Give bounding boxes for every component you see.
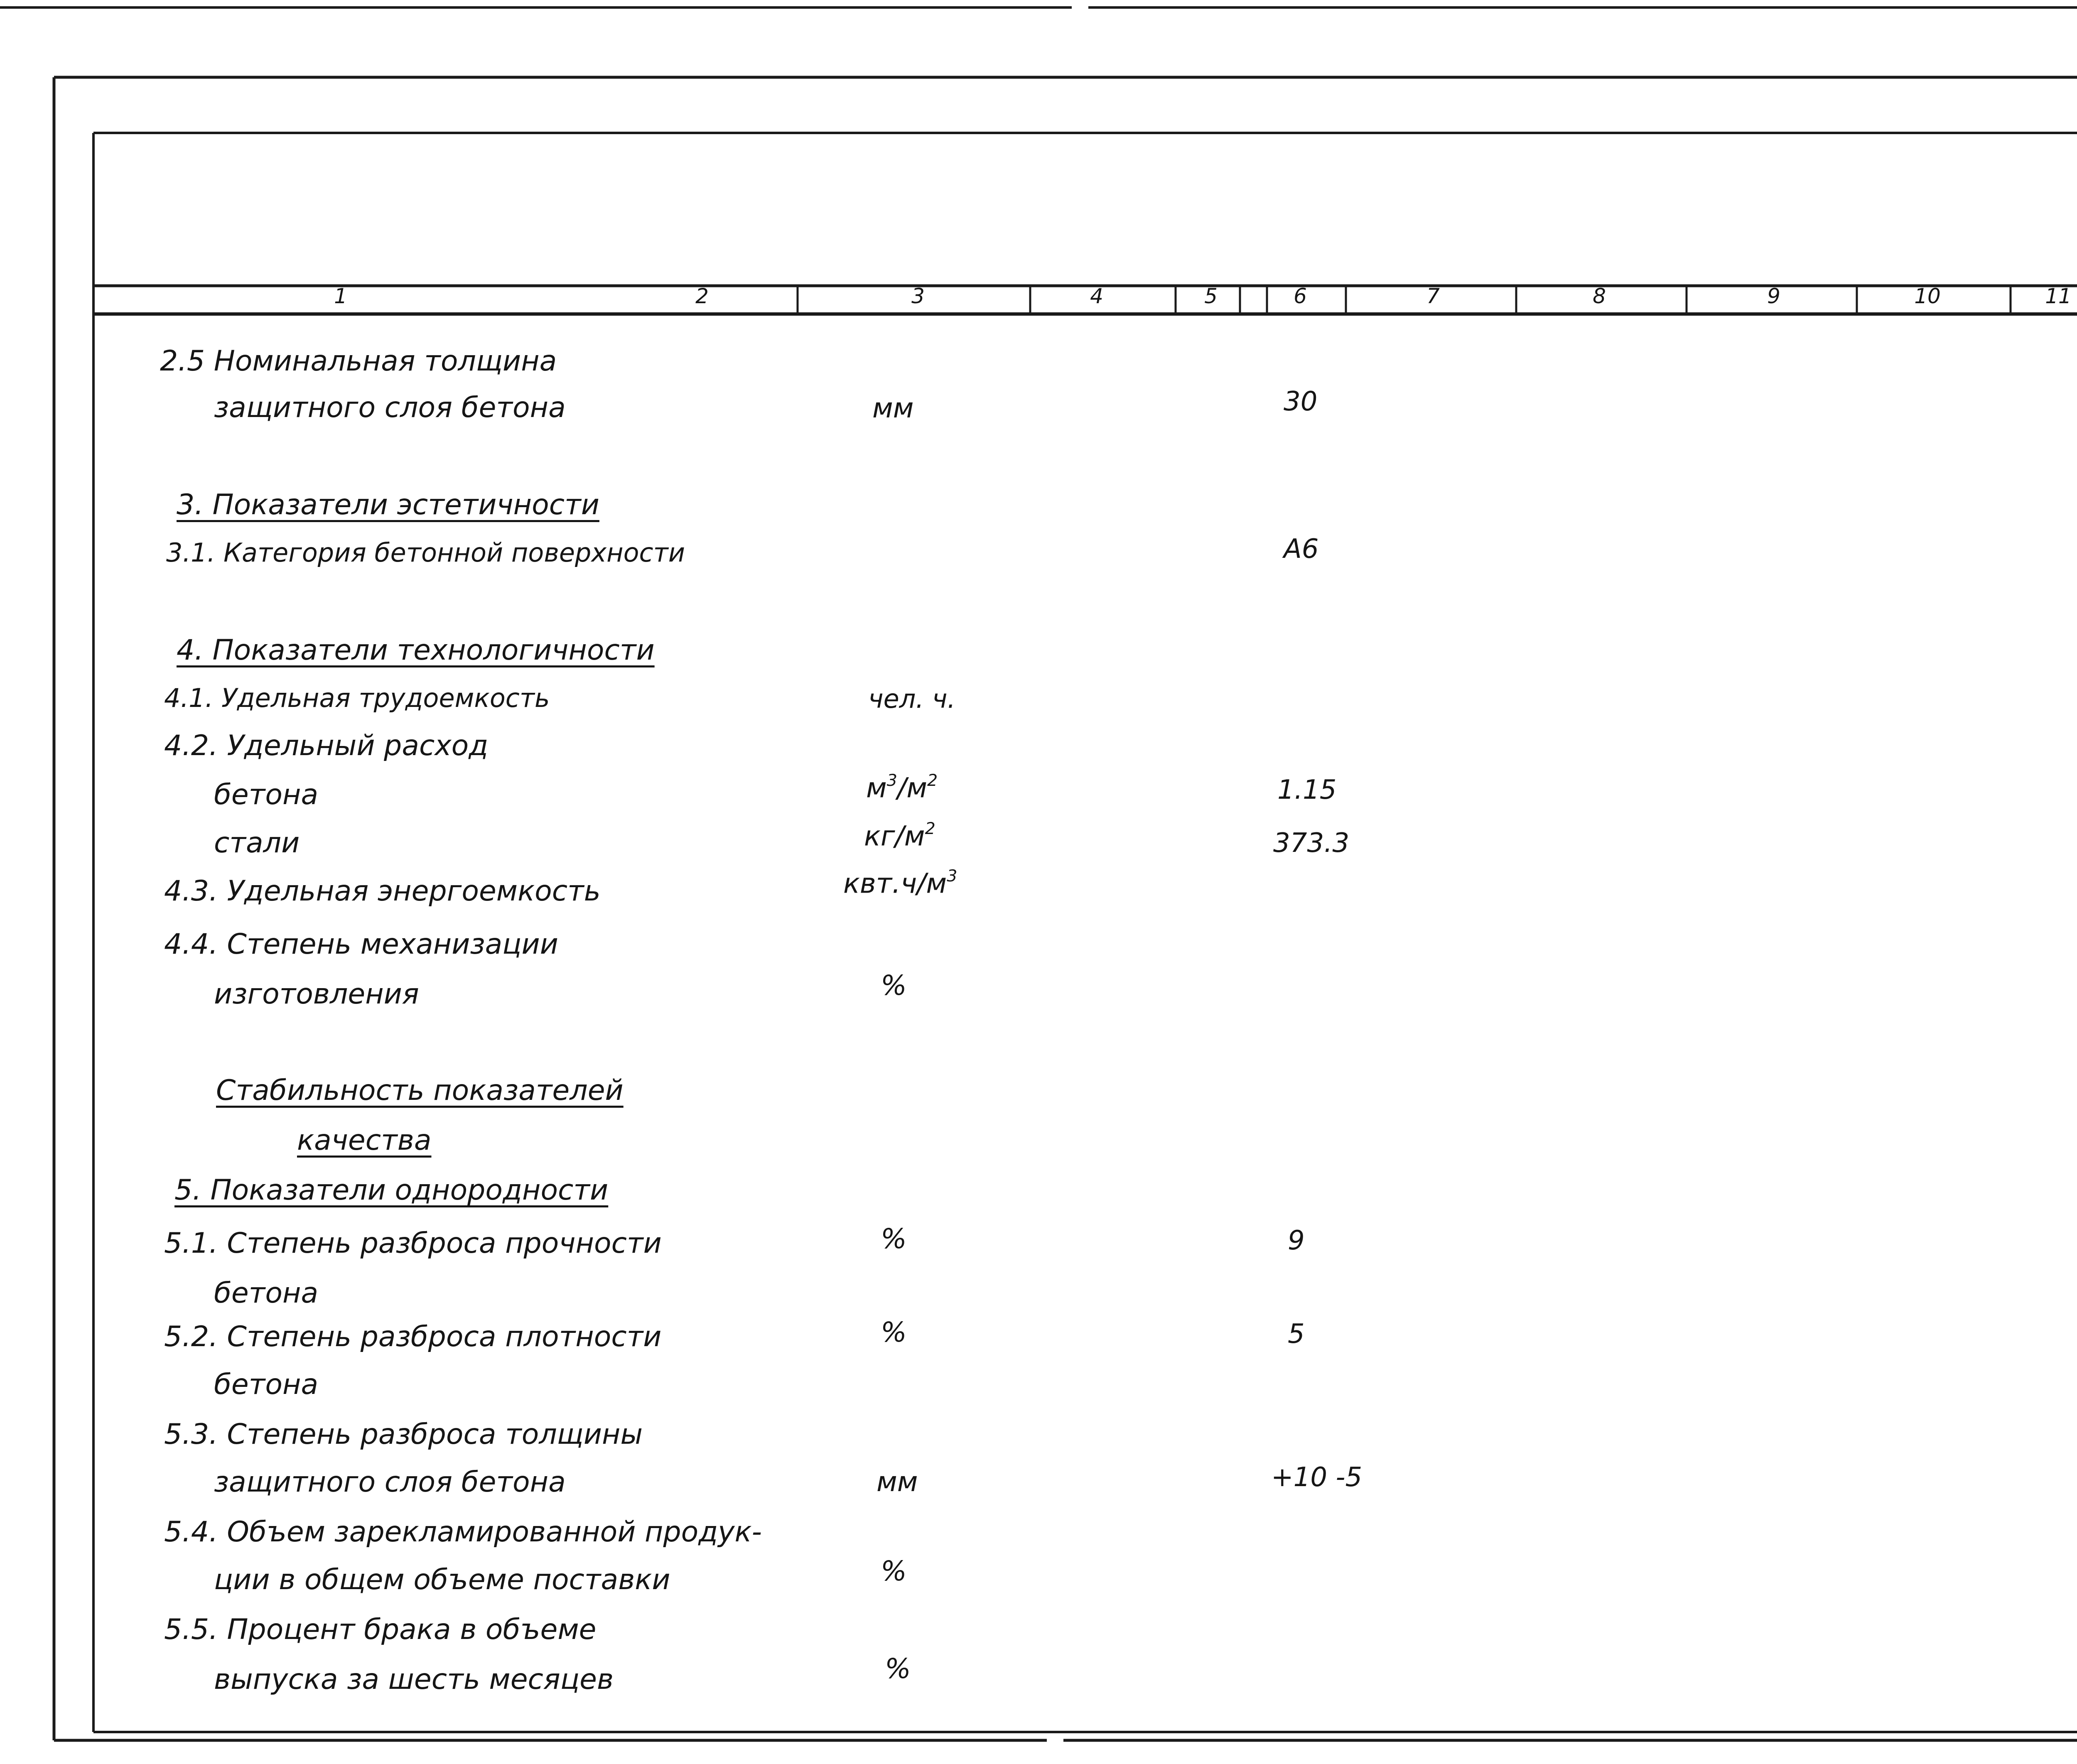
row-sub-label: стали (214, 827, 300, 859)
unit-exponent: 2 (925, 819, 935, 838)
row-label: 4.3. Удельная энергоемкость (164, 875, 601, 908)
column-number: 5 (1204, 284, 1218, 308)
row-label-continued: выпуска за шесть месяцев (214, 1663, 614, 1696)
unit-exponent: 3 (947, 866, 957, 886)
row-value: 5 (1288, 1319, 1305, 1349)
section-heading: 4. Показатели технологичности (177, 634, 655, 667)
row-unit: % (881, 1223, 907, 1255)
unit-denominator: /м (897, 772, 928, 804)
row-label-continued: изготовления (214, 978, 419, 1011)
row-unit: мм (876, 1466, 918, 1498)
row-label-continued: бетона (214, 1368, 319, 1401)
row-unit: чел. ч. (868, 684, 956, 714)
row-label: 5.5. Процент брака в объеме (164, 1613, 597, 1646)
unit-base: м (866, 772, 887, 804)
column-number: 3 (911, 284, 925, 308)
row-value: 373.3 (1273, 828, 1350, 859)
row-label-continued: защитного слоя бетона (214, 1466, 566, 1499)
row-label: 5.2. Степень разброса плотности (164, 1320, 662, 1353)
row-label: 4.2. Удельный расход (164, 729, 489, 762)
column-number: 9 (1767, 284, 1780, 308)
column-number: 4 (1090, 284, 1103, 308)
row-value: 30 (1284, 386, 1318, 417)
column-number: 6 (1294, 284, 1307, 308)
column-number: 1 (334, 284, 347, 308)
section-heading: 3. Показатели эстетичности (177, 488, 599, 521)
row-label: 2.5 Номинальная толщина (160, 345, 557, 378)
column-number: 2 (695, 284, 709, 308)
row-unit: % (881, 1555, 907, 1587)
column-number: 10 (1914, 284, 1941, 308)
column-number: 7 (1426, 284, 1440, 308)
row-unit (864, 821, 935, 850)
row-sub-label: бетона (214, 778, 319, 811)
subsection-heading: Стабильность показателей (216, 1074, 624, 1107)
unit-base: квт.ч/м (843, 867, 947, 900)
row-label: 5.1. Степень разброса прочности (164, 1227, 662, 1260)
row-unit: мм (872, 392, 914, 424)
row-unit: % (885, 1653, 911, 1685)
row-label-continued: защитного слоя бетона (214, 391, 566, 424)
column-number: 8 (1593, 284, 1606, 308)
row-value: +10 -5 (1271, 1462, 1363, 1493)
row-label: 3.1. Категория бетонной поверхности (166, 537, 685, 568)
row-value: А6 (1284, 534, 1319, 564)
unit-exponent: 3 (886, 771, 897, 790)
section-heading: 5. Показатели однородности (174, 1174, 609, 1207)
unit-base: кг/м (864, 820, 925, 852)
row-label-continued: ции в общем объеме поставки (214, 1563, 670, 1596)
row-unit (843, 868, 957, 898)
row-unit (866, 773, 938, 802)
row-label: 4.4. Степень механизации (164, 928, 558, 961)
row-value: 9 (1288, 1225, 1305, 1256)
unit-exponent: 2 (927, 771, 938, 790)
row-label-continued: бетона (214, 1277, 319, 1310)
row-value: 1.15 (1277, 775, 1337, 805)
row-label: 5.4. Объем зарекламированной продук- (164, 1516, 762, 1548)
row-label: 5.3. Степень разброса толщины (164, 1418, 643, 1451)
row-label: 4.1. Удельная трудоемкость (164, 683, 550, 713)
row-unit: % (881, 969, 907, 1001)
subsection-heading: качества (297, 1124, 432, 1157)
column-number: 11 (2045, 284, 2072, 308)
row-unit: % (881, 1316, 907, 1348)
